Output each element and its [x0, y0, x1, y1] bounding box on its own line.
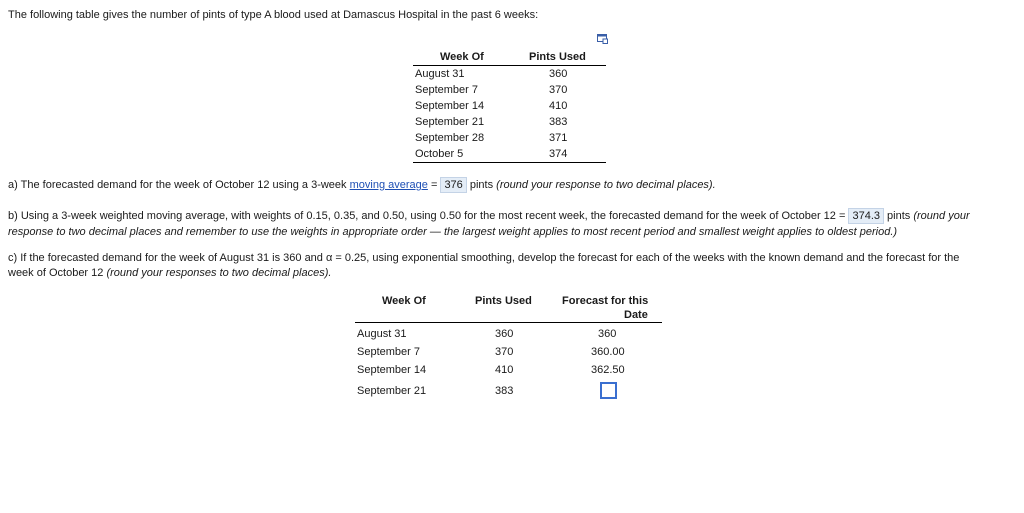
- unit-text: pints: [884, 210, 914, 222]
- column-header-pints: Pints Used: [475, 295, 532, 307]
- pints-cell: 374: [549, 148, 568, 160]
- table-row: [413, 66, 606, 82]
- exponential-smoothing-table: [355, 293, 662, 399]
- pints-cell: 370: [549, 84, 568, 96]
- pints-cell: 360: [549, 68, 568, 80]
- unit-text: pints: [466, 179, 497, 191]
- week-cell: August 31: [415, 68, 465, 80]
- table-row: [355, 377, 662, 399]
- question-b-line2: [8, 226, 897, 238]
- table-row: [355, 323, 662, 341]
- question-c-text: week of October 12: [8, 267, 107, 279]
- pints-cell: 371: [549, 132, 568, 144]
- table-row: [413, 98, 606, 114]
- week-cell: October 5: [415, 148, 464, 160]
- answer-b-value[interactable]: 374.3: [848, 208, 884, 224]
- forecast-cell: 360.00: [591, 346, 625, 358]
- question-a: [8, 177, 716, 193]
- column-header-date: Date: [624, 309, 648, 321]
- pints-cell: 383: [495, 385, 514, 397]
- week-cell: September 14: [415, 100, 485, 112]
- pints-cell: 360: [495, 328, 514, 340]
- table-row: [413, 82, 606, 98]
- column-header-forecast: Forecast for this: [562, 295, 649, 307]
- answer-a-value[interactable]: 376: [440, 177, 466, 193]
- forecast-input[interactable]: [600, 382, 617, 399]
- table-header: [355, 293, 662, 323]
- table-row: [355, 341, 662, 359]
- question-a-text: a) The forecasted demand for the week of October 12 using a 3-week: [8, 179, 350, 191]
- blood-usage-table: [413, 50, 606, 163]
- table-header: [413, 50, 606, 66]
- column-header-pints: Pints Used: [529, 51, 586, 63]
- pints-cell: 410: [495, 364, 514, 376]
- forecast-cell: 360: [598, 328, 617, 340]
- question-c-line1: c) If the forecasted demand for the week of August 31 is 360 and α = 0.25, using exponential smoothing, develop the forecast for each of the weeks with the known demand and the forecast for the: [8, 252, 960, 264]
- week-cell: September 28: [415, 132, 485, 144]
- moving-average-link[interactable]: moving average: [349, 179, 428, 191]
- forecast-cell: 362.50: [591, 364, 625, 376]
- weights-note: response to two decimal places and remember to use the weights in appropriate order — the largest weight applies to most recent period and smallest weight applies to oldest period.): [8, 226, 898, 238]
- intro-text: The following table gives the number of pints of type A blood used at Damascus Hospital in the past 6 weeks:: [8, 9, 539, 21]
- column-header-week: Week Of: [440, 51, 484, 63]
- question-c-line2: [8, 267, 331, 279]
- week-cell: September 14: [357, 364, 427, 376]
- week-cell: August 31: [357, 328, 407, 340]
- week-cell: September 21: [357, 385, 427, 397]
- rounding-note: (round your responses to two decimal places).: [106, 267, 332, 279]
- copy-data-icon[interactable]: [597, 34, 608, 44]
- question-b-text: b) Using a 3-week weighted moving average, with weights of 0.15, 0.35, and 0.50, using 0.50 for the most recent week, the forecasted demand for the week of October 12 =: [8, 210, 849, 222]
- week-cell: September 21: [415, 116, 485, 128]
- question-b-line1: [8, 208, 970, 224]
- week-cell: September 7: [415, 84, 478, 96]
- equals-sign: =: [427, 179, 441, 191]
- table-row: [413, 146, 606, 162]
- column-header-week: Week Of: [382, 295, 426, 307]
- pints-cell: 410: [549, 100, 568, 112]
- table-row: [355, 359, 662, 377]
- rounding-note: (round your: [913, 210, 970, 222]
- table-bottom-rule: [413, 162, 606, 163]
- table-row: [413, 130, 606, 146]
- rounding-note: (round your response to two decimal places).: [496, 179, 716, 191]
- week-cell: September 7: [357, 346, 420, 358]
- pints-cell: 383: [549, 116, 568, 128]
- pints-cell: 370: [495, 346, 514, 358]
- table-row: [413, 114, 606, 130]
